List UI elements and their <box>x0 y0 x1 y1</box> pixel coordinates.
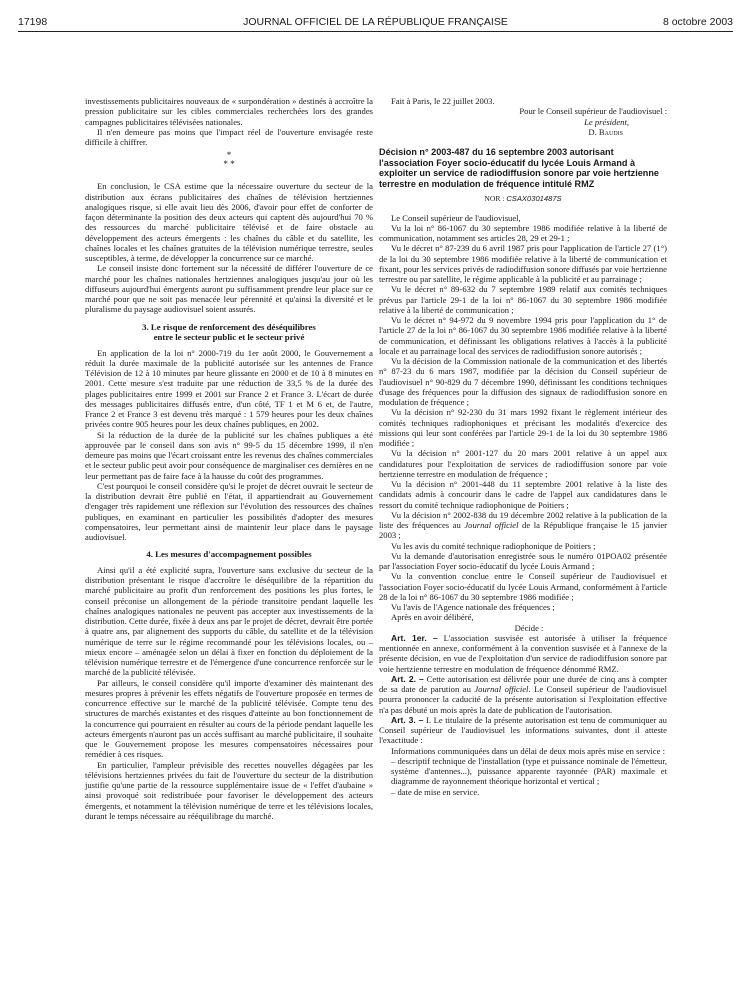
issue-date: 8 octobre 2003 <box>662 16 733 28</box>
signatory-title: Le président, <box>584 116 629 127</box>
section-separator: * * * <box>223 150 235 170</box>
nor-reference: NOR : CSAX0301487S <box>484 194 562 204</box>
paragraph: C'est pourquoi le conseil considère qu'si le projet de décret ouvrait le secteur de la distribution devrait être publié en l'état, il appartiendrait au Gouvernement d'engager très rapidement une réflexion sur l'évolution des ressources des chaînes publiques, en examinant en particulier les possibilités d'adopter des mesures compensatoires, leur permettant ainsi de maintenir leur place dans le paysage audiovisuel. <box>85 480 373 542</box>
section-heading: 3. Le risque de renforcement des déséquilibres entre le secteur public et le secteur privé <box>142 321 316 342</box>
paragraph: Si la réduction de la durée de la publicité sur les chaînes publiques a été approuvée par le conseil dans son avis n° 99-5 du 15 décembre 1999, il n'en demeure pas moins que l'écart croissant entre les revenus des chaînes commerciales et le secteur public peut avoir pour conséquence de marginaliser ces dernières en ne leur permettant pas de faire face à la hausse du coût des programmes. <box>85 429 373 481</box>
citation: Vu la décision n° 92-230 du 31 mars 1992 fixant le règlement intérieur des comités techniques radiophoniques et précisant les modalités d'exercice des missions qui leur sont conférées par l'article 29-1 de la loi du 30 septembre 1986 modifiée ; <box>379 407 667 449</box>
list-item: – date de mise en service. <box>391 786 480 797</box>
journal-title: JOURNAL OFFICIEL DE LA RÉPUBLIQUE FRANÇAISE <box>243 16 508 28</box>
citation: Après en avoir délibéré, <box>391 612 474 623</box>
decision-title: Décision n° 2003-487 du 16 septembre 2003 autorisant l'association Foyer socio-éducatif du lycée Louis Armand à exploiter un service de radiodiffusion sonore par voie hertzienne terrestre en modulation de fréquence intitulé RMZ <box>379 147 659 189</box>
paragraph: Le Conseil supérieur de l'audiovisuel, <box>391 212 521 223</box>
signature-line: Pour le Conseil supérieur de l'audiovisuel : <box>519 106 667 117</box>
paragraph: En application de la loi n° 2000-719 du 1er août 2000, le Gouvernement a réduit la durée maximale de la publicité autorisée sur les antennes de France Télévision de 12 à 10 minutes par heure glissante en 2000 et de 10 à 8 minutes en 2001. Cette mesure s'est traduite par une réduction de 33,5 % de la durée des plages publicitaires entre 1999 et 2001 sur France 2 et France 3. L'écart de durée des messages publicitaires diffusés entre, d'un côté, TF 1 et M 6 et, de l'autre, France 2 et France 3 est devenu très marqué : 1 579 heures pour les deux chaînes privées contre 905 heures pour les deux chaînes publiques, en 2002. <box>85 347 373 430</box>
citation: Vu la décision de la Commission nationale de la communication et des libertés n° 87-23 du 6 mars 1987, modifiée par la décision du Conseil supérieur de l'audiovisuel n° 90-829 du 7 décembre 1990, définissant les conditions techniques d'usage des fréquences pour la diffusion des signaux de radiodiffusion sonore en modulation de fréquence ; <box>379 356 667 408</box>
paragraph: En particulier, l'ampleur prévisible des recettes nouvelles dégagées par les télévisions hertziennes privées du fait de l'ouverture du secteur de la distribution justifie qu'une partie de la ressource supplémentaire issue de « l'effet d'aubaine » ainsi provoqué soit redistribuée pour favoriser le développement des acteurs émergents, et notamment la télévision numérique de terre et les télévisions locales, durant le temps nécessaire au rééquilibrage du marché. <box>85 759 373 821</box>
citation: Vu le décret n° 89-632 du 7 septembre 1989 relatif aux comités techniques prévus par l'article 29-1 de la loi n° 86-1067 du 30 septembre 1986 modifiée relative à la liberté de communication ; <box>379 284 667 315</box>
signatory-name: D. Baudis <box>588 126 623 137</box>
citation: Vu le décret n° 87-239 du 6 avril 1987 pris pour l'application de l'article 27 (1°) de la loi du 30 septembre 1986 modifiée relative à la liberté de communication et fixant, pour les services privés de radiodiffusion sonore diffusés par voie hertzienne terrestre ou par satellite, le régime applicable à la publicité et au parrainage ; <box>379 243 667 285</box>
citation: Vu la décision n° 2001-448 du 11 septembre 2001 relative à la liste des candidats admis à concourir dans le cadre de l'appel aux candidatures dans le ressort du comité technique radiophonique de Poitiers ; <box>379 479 667 510</box>
paragraph: investissements publicitaires nouveaux de « surpondération » destinés à accroître la pression publicitaire sur les cibles commerciales recherchées lors des grandes campagnes publicitaires télévisées nationales. <box>85 96 373 127</box>
paragraph: Ainsi qu'il a été explicité supra, l'ouverture sans exclusive du secteur de la distribution présentant le risque d'accroître le déséquilibre de la répartition du marché publicitaire au profit d'un renforcement des positions les plus fortes, le conseil préconise un allongement de la période transitoire pendant laquelle les chaînes analogiques nationales ne peuvent pas accepter aux investissements de la distribution. Cette durée, fixée à deux ans par le projet de décret, devrait être portée à quatre ans, par alignement des supports du câble, du satellite et de la télévision numérique de terre sur le régime recommandé pour les télévisions locales, ou – mieux encore – aménagée selon un délai à fixer en fonction du déploiement de la télévision numérique terrestre et de l'émergence d'une concurrence renforcée sur le marché de la publicité télévisée. <box>85 564 373 678</box>
decide-heading: Décide : <box>514 622 544 633</box>
section-heading: 4. Les mesures d'accompagnement possibles <box>146 549 312 560</box>
page-header <box>18 16 733 30</box>
paragraph: Le conseil insiste donc fortement sur la nécessité de différer l'ouverture de ce marché pour les chaînes nationales hertziennes analogiques jusqu'au jour où les diffuseurs aujourd'hui émergents auront pu suffisamment prendre leur place sur ce marché pour que ne soit pas menacée leur pérennité et qu'ainsi la diversité et le pluralisme du paysage audiovisuel soient assurés. <box>85 263 373 315</box>
citation: Vu la décision n° 2001-127 du 20 mars 2001 relative à un appel aux candidatures pour l'exploitation de services de radiodiffusion sonore par voie hertzienne terrestre en modulation de fréquence ; <box>379 448 667 479</box>
right-column <box>379 96 667 797</box>
paragraph: Il n'en demeure pas moins que l'impact réel de l'ouverture envisagée reste difficile à chiffrer. <box>85 126 373 147</box>
citation: Vu la demande d'autorisation enregistrée sous le numéro 01POA02 présentée par l'association Foyer socio-éducatif du lycée Louis Armand ; <box>379 550 667 572</box>
citation: Vu la convention conclue entre le Conseil supérieur de l'audiovisuel et l'association Foyer socio-éducatif du lycée Louis Armand, conformément à l'article 28 de la loi n° 86-1067 du 30 septembre 1986 modifiée ; <box>379 571 667 602</box>
left-column <box>85 96 373 821</box>
paragraph: En conclusion, le CSA estime que la nécessaire ouverture du secteur de la distribution aux écrans publicitaires des chaînes de télévision hertziennes analogiques risque, si elle avait lieu dès 2006, d'avoir pour effet de conforter de façon déterminante la position des deux acteurs qui captent dès aujourd'hui 70 % des ressources du marché publicitaire télévisé et de faire obstacle au développement des acteurs émergents : les chaînes du câble et du satellite, les chaînes locales et les chaînes gratuites de la télévision numérique terrestre, seules susceptibles, à terme, de développer la concurrence sur ce marché. <box>85 181 373 263</box>
paragraph: Par ailleurs, le conseil considère qu'il importe d'examiner dès maintenant des mesures propres à prévenir les effets négatifs de l'ouverture proposée en termes de concurrence effective sur le marché de la publicité télévisée. Compte tenu des structures de marchés existantes et des risques d'atteinte au bon fonctionnement de la concurrence qui pourraient en résulter au cours de la période pendant laquelle les acteurs émergents n'auront pas un accès suffisant au marché publicitaire, il souhaite que le Gouvernement propose les mesures compensatoires nécessaires pour remédier à ces risques. <box>85 677 373 760</box>
paragraph: Informations communiquées dans un délai de deux mois après mise en service : <box>391 745 665 756</box>
place-date: Fait à Paris, le 22 juillet 2003. <box>391 96 495 106</box>
citation: Vu l'avis de l'Agence nationale des fréquences ; <box>391 602 555 613</box>
citation: Vu les avis du comité technique radiophonique de Poitiers ; <box>391 540 596 551</box>
page-number: 17198 <box>18 16 48 28</box>
article-2: Art. 2. – Cette autorisation est délivrée pour une durée de cinq ans à compter de sa date de parution au Journal officiel. Le Conseil supérieur de l'audiovisuel pourra prononcer la caducité de la présente autorisation si l'exploitation effective n'a pas débuté un mois après la date de publication de l'autorisation. <box>379 673 667 715</box>
header-rule <box>18 31 733 32</box>
article-1: Art. 1er. – L'association susvisée est autorisée à utiliser la fréquence mentionnée en annexe, conformément à la convention susvisée et à l'annexe de la présente décision, en vue de l'exploitation d'un service de radiodiffusion sonore par voie hertzienne terrestre en modulation de fréquence dénommé RMZ. <box>379 632 668 674</box>
citation: Vu le décret n° 94-972 du 9 novembre 1994 pris pour l'application du 1° de l'article 27 de la loi n° 86-1067 du 30 septembre 1986 modifiée relative à la liberté de communication, et définissant les obligations relatives à l'accès à la publicité locale et au parrainage local des services de radiodiffusion sonore autorisés ; <box>379 315 667 356</box>
list-item: – descriptif technique de l'installation (type et puissance nominale de l'émetteur, système d'antennes...), puissance apparente rayonnée (PAR) maximale et diagramme de rayonnement théorique horizontal et vertical ; <box>391 755 667 787</box>
citation: Vu la loi n° 86-1067 du 30 septembre 1986 modifiée relative à la liberté de communication, notamment ses articles 28, 29 et 29-1 ; <box>379 222 667 244</box>
citation: Vu la décision n° 2002-838 du 19 décembre 2002 relative à la publication de la liste des fréquences au Journal officiel de la République française le 15 janvier 2003 ; <box>379 509 667 541</box>
article-3: Art. 3. – I. Le titulaire de la présente autorisation est tenu de communiquer au Conseil supérieur de l'audiovisuel les informations suivantes, dont il atteste l'exactitude : <box>379 714 667 746</box>
